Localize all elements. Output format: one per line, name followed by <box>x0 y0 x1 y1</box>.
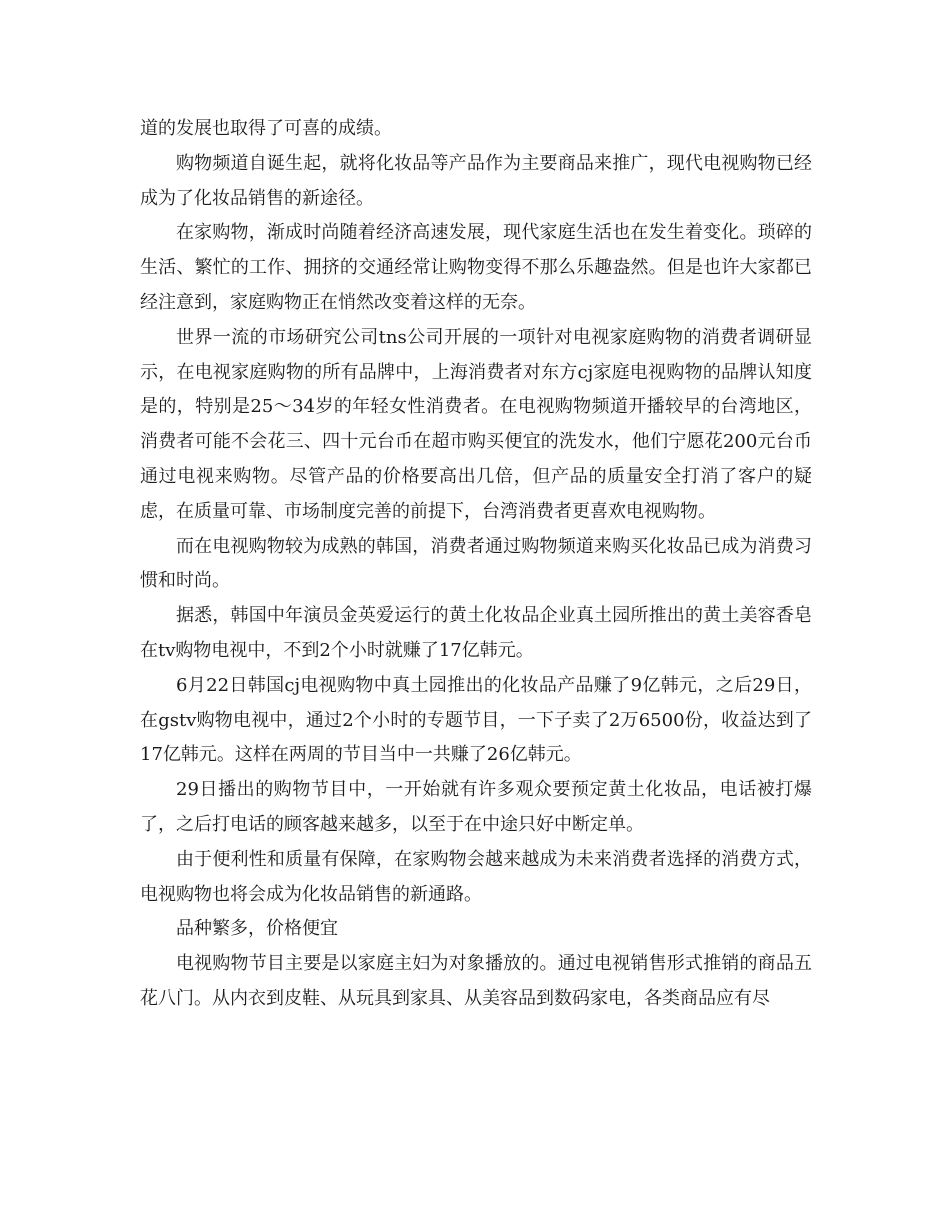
paragraph: 6月22日韩国cj电视购物中真土园推出的化妆品产品赚了9亿韩元，之后29日，在gstv购物电视中，通过2个小时的专题节目，一下子卖了2万6500份，收益达到了17亿韩元。这样在两周的节目当中一共赚了26亿韩元。 <box>140 674 812 766</box>
paragraph: 电视购物节目主要是以家庭主妇为对象播放的。通过电视销售形式推销的商品五花八门。从内衣到皮鞋、从玩具到家具、从美容品到数码家电，各类商品应有尽 <box>140 953 812 1009</box>
paragraph: 而在电视购物较为成熟的韩国，消费者通过购物频道来购买化妆品已成为消费习惯和时尚。 <box>140 535 812 592</box>
paragraph: 29日播出的购物节目中，一开始就有许多观众要预定黄土化妆品，电话被打爆了，之后打电话的顾客越来越多，以至于在中途只好中断定单。 <box>140 779 812 835</box>
paragraph: 由于便利性和质量有保障，在家购物会越来越成为未来消费者选择的消费方式，电视购物也将会成为化妆品销售的新通路。 <box>140 848 812 905</box>
paragraph: 购物频道自诞生起，就将化妆品等产品作为主要商品来推广，现代电视购物已经成为了化妆品销售的新途径。 <box>140 152 812 209</box>
document-page <box>140 112 812 1017</box>
paragraph: 据悉，韩国中年演员金英爱运行的黄土化妆品企业真土园所推出的黄土美容香皂在tv购物电视中，不到2个小时就赚了17亿韩元。 <box>140 605 812 661</box>
section-heading: 品种繁多，价格便宜 <box>176 918 338 940</box>
paragraph: 世界一流的市场研究公司tns公司开展的一项针对电视家庭购物的消费者调研显示，在电视家庭购物的所有品牌中，上海消费者对东方cj家庭电视购物的品牌认知度是的，特别是25～34岁的年轻女性消费者。在电视购物频道开播较早的台湾地区，消费者可能不会花三、四十元台币在超市购买便宜的洗发水，他们宁愿花200元台币通过电视来购物。尽管产品的价格要高出几倍，但产品的质量安全打消了客户的疑虑，在质量可靠、市场制度完善的前提下，台湾消费者更喜欢电视购物。 <box>140 326 812 522</box>
paragraph: 在家购物，渐成时尚随着经济高速发展，现代家庭生活也在发生着变化。琐碎的生活、繁忙的工作、拥挤的交通经常让购物变得不那么乐趣盎然。但是也许大家都已经注意到，家庭购物正在悄然改变着这样的无奈。 <box>140 222 812 313</box>
paragraph-continuation: 道的发展也取得了可喜的成绩。 <box>140 118 392 139</box>
